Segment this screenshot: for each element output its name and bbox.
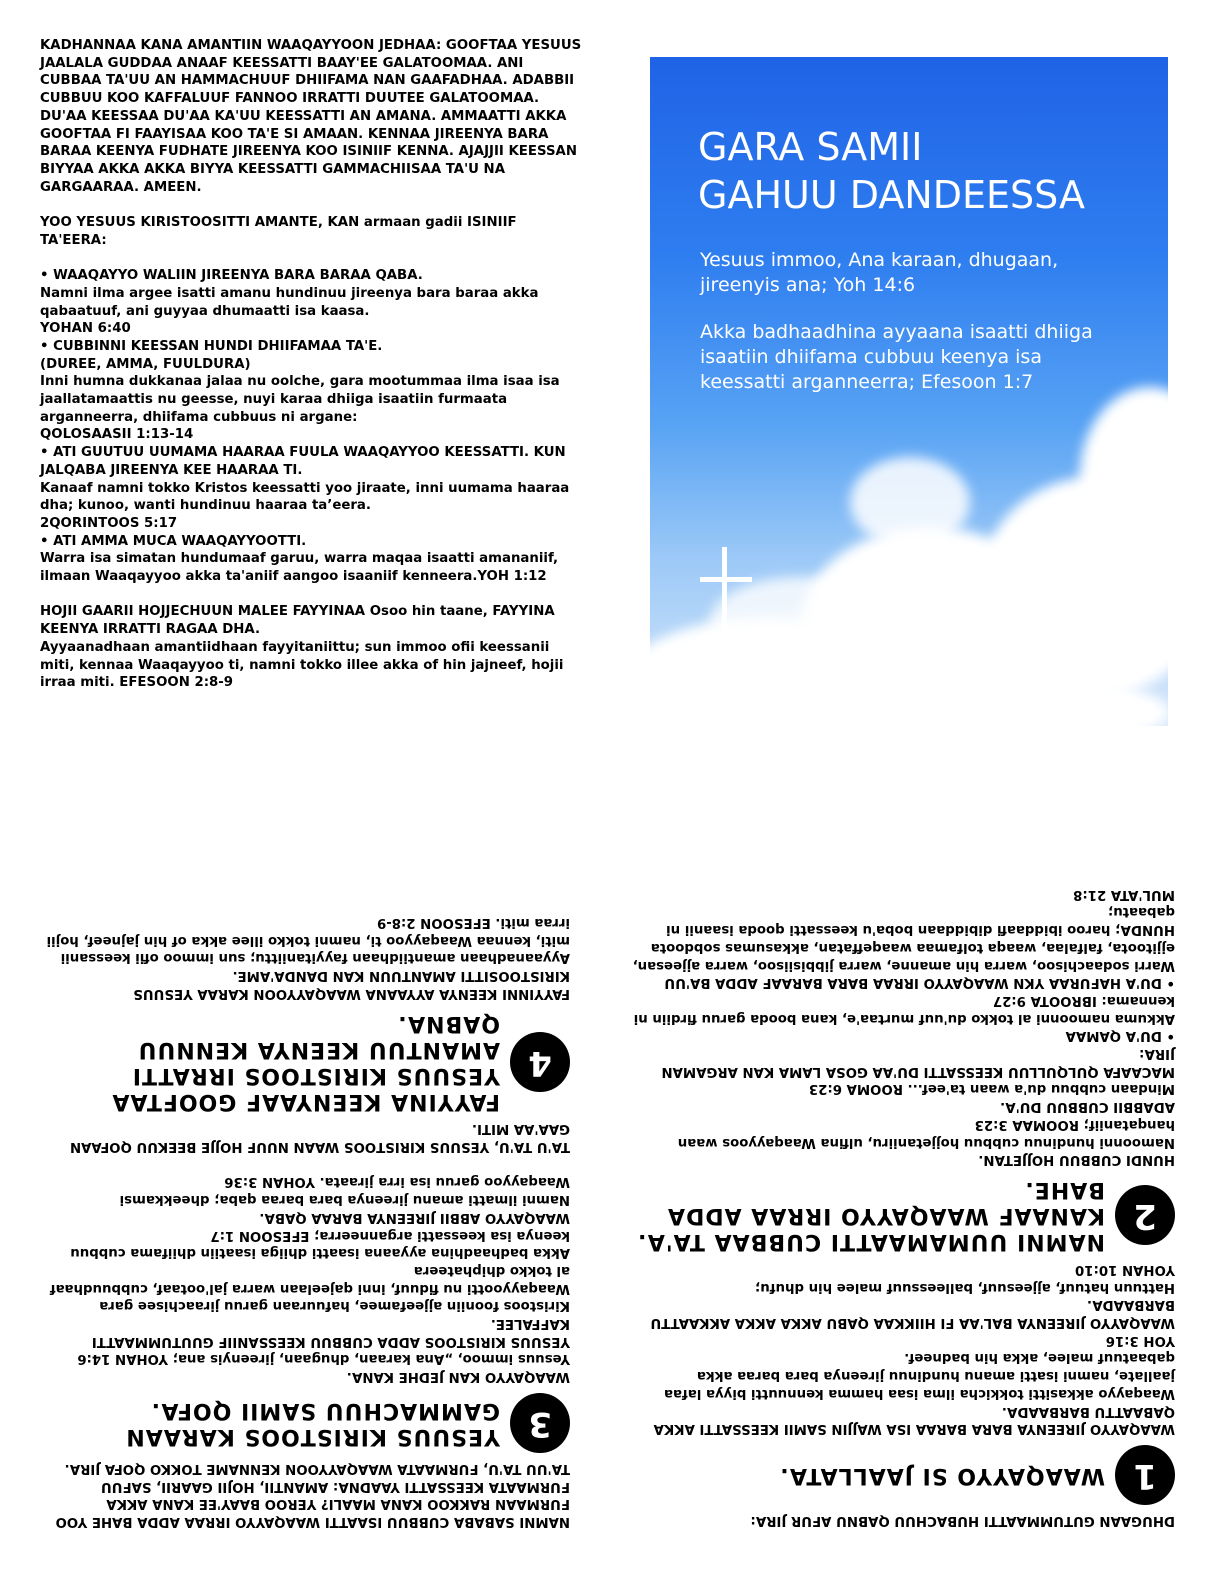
- bullet-text: Inni humna dukkanaa jalaa nu oolche, gara mootummaa ilma isaa isa jaallatamaattis nu geesse, nuyi karaa dhiiga isaatiin furmaata arganneerra, dhiifama cubbuus ni argane:: [40, 374, 560, 425]
- section-text: Mindaan cubbuu du'a waan ta'eef... ROOMA 6:23: [808, 1081, 1175, 1097]
- section-title: YESUUS KIRISTOOS KARAAN GAMMACHUU SAMII QOFA.: [125, 1398, 500, 1450]
- section-intro: DHUGAAN GUTUMMAATTI HUBACHUU QABNU AFUR JIRA:: [750, 1513, 1175, 1528]
- section-header: [40, 1393, 570, 1453]
- section-number-badge: 3: [510, 1393, 570, 1453]
- section-text: ADABBII CUBBUU DU'A.: [1000, 1099, 1175, 1115]
- section-text: Namoonni hundinuu cubbuu hojjetaniiru, ulfina Waaqayyoos waan hanqataniif; ROOMAA 3:23: [677, 1116, 1175, 1150]
- cross-icon: [722, 547, 727, 645]
- section-text: WAAQAYYO JIREENYA BAL'AA FI HIIKKAA QABU AKKA AKKA AKKAATTU BARBAADA.: [650, 1297, 1175, 1331]
- section-text: • DU'A HAFURAA YKN WAAQAYYO IRRAA BARA BARAAF ADDA BA'UU: [664, 975, 1175, 991]
- section-text: Akkuma namoonni al tokko du'uuf murtaa'e, kana booda garuu firdiin ni kennama: IBROOTA 9:27: [633, 992, 1175, 1026]
- section-text: MACAAFA QULQULLUU KEESSATTI DU'AA GOSA LAMA KAN ARGAMAN JIRA:: [661, 1046, 1175, 1079]
- cover-panel: [650, 57, 1168, 726]
- bullet-reference: QOLOSAASII 1:13-14: [40, 427, 194, 443]
- section-number-badge: 2: [1115, 1185, 1175, 1245]
- section-text: FAYYINNI KEENYA AYYAANA WAAQAYYOON KARAA YESUUS KIRISTOOSITTI AMANTUUN KAN DANDA'AME.: [133, 967, 570, 1001]
- promises-intro: YOO YESUUS KIRISTOOSITTI AMANTE, KAN armaan gadii ISINIIF TA'EERA:: [40, 215, 517, 248]
- section-header: [625, 1176, 1175, 1254]
- bullet-heading: • ATI AMMA MUCA WAAQAYYOOTTI.: [40, 533, 307, 549]
- section-text: Namni ilmatti amanu jireenya bara baraa qaba; dheekkamsi Waaqayyoo garuu isa irra jiraata. YOHAN 3:36: [119, 1174, 570, 1208]
- section-text: Akka badhaadhina ayyaana isaatti dhiiga isaatiin dhiifama cubbuu keenya isa keessatti arganneerra; EFESOON 1:7: [70, 1227, 570, 1261]
- bullet-heading: • ATI GUUTUU UUMAMA HAARAA FUULA WAAQAYYOO KEESSATTI. KUN JALQABA JIREENYA KEE HAARAA TI.: [40, 445, 566, 478]
- section-text: Hattuun hatuuf, ajjeesuuf, balleessuuf malee hin dhufu;: [754, 1279, 1175, 1295]
- section-text: Kiristoos fooniin ajjeefamee, hafuuraan garuu jiraachisee gara Waaqayyootti nu fiduuf, inni qajeelaan warra jal'ootaaf, cubbuudhaaf al tokko dhiphateera: [49, 1262, 570, 1314]
- cover-quote: Akka badhaadhina ayyaana isaatti dhiiga isaatiin dhiifama cubbuu keenya isa keessatti arganneerra; Efesoon 1:7: [700, 321, 1093, 393]
- cloud-shape: [710, 577, 890, 667]
- section-text: Warri sodaachisoo, warra hin amanne, warra jibbisiisoo, warra ajjeesan, ejjitoota, falfalaa, waaqa tolfamaa waaqeffatan, akkasumas sobdoota HUNDA; haroo ibiddaafi dibiddaan boba'u keessatti qooda isaanii ni qabaatu;: [632, 904, 1175, 973]
- section-text: • DU'A QAMAA: [1065, 1028, 1175, 1044]
- section-title: WAAQAYYO SI JAALLATA.: [779, 1463, 1105, 1489]
- sections-one-two-panel: [625, 807, 1175, 1529]
- cross-icon: [700, 577, 752, 582]
- section-text: WAAQAYYO ABBII JIREENYA BARAA QABA.: [259, 1209, 570, 1225]
- section-header: [40, 1010, 570, 1114]
- bullet-reference: 2QORINTOOS 5:17: [40, 515, 178, 531]
- section-text: Yesuus immoo, „Ana karaan, dhugaan, jireenyis ana; YOHAN 14:6: [77, 1351, 570, 1367]
- section-text: TA'U TA'U, YESUUS KIRISTOOS WAAN NUUF HOJJE BEEKUU QOFAAN GAA'AA MITI.: [69, 1121, 570, 1155]
- prayer-panel: [40, 37, 585, 692]
- section-text: YESUUS KIRISTOOS ADDA CUBBUU KEESSANIIF GUUTUMMAATTI KAFFALEE.: [91, 1316, 570, 1349]
- section-reference: YOH 3:16: [1105, 1332, 1175, 1348]
- section-reference: MUL'ATA 21:8: [1073, 886, 1175, 902]
- section-intro: NAMNI SABABA CUBBUU ISAATTI WAAQAYYO IRRAA ADDA BAHE YOO FURMAAN RAKKOO KANA MAALI? YEROO BAAY'EE KANA AKKA FURMAATA KEESSATTI YAADNA: AMANTII, HOJII GAARII, SAFUU: [55, 1478, 570, 1529]
- section-text: Ayyaanadhaan amantiidhaan fayyitaniittu; sun immoo ofii keessanii miti, kennaa Waaqayyoo ti, namni tokko illee akka of hin jajneef, hojii irraa miti. EFESOON 2:8-9: [46, 914, 570, 966]
- section-text: Waaqayyo akkasitti tokkicha ilma isaa hamma kennuutti biyya lafaa jaallate, namni isatti amanu hundinuu jireenya bara baraa akka qabaatuuf malee, akka hin badneef.: [664, 1350, 1175, 1401]
- cover-title: [698, 123, 1085, 219]
- cloud-shape: [850, 457, 970, 547]
- closing-text: Ayyaanadhaan amantiidhaan fayyitaniittu; sun immoo ofii keessanii miti, kennaa Waaqayyoo ti, namni tokko illee akka of hin jajneef, hojii irraa miti. EFESOON 2:8-9: [40, 639, 564, 691]
- bullet-heading: • WAAQAYYO WALIIN JIREENYA BARA BARAA QABA.: [40, 268, 423, 284]
- bullet-text: Warra isa simatan hundumaaf garuu, warra maqaa isaatti amananiif, ilmaan Waaqayyoo akka ta'aniif aangoo isaaniif kenneera.YOH 1:12: [40, 551, 559, 585]
- section-title: FAYYINA KEENYAAF GOOFTAA YESUUS KIRISTOOS IRRATTI AMANTUU KEENYA KENNUU QABNA.: [111, 1010, 500, 1114]
- section-reference: YOHAN 10:10: [1075, 1261, 1175, 1277]
- closing-heading: HOJII GAARII HOJJECHUUN MALEE FAYYINAA Osoo hin taane, FAYYINA KEENYA IRRATTI RAGAA DHA.: [40, 604, 555, 638]
- cover-quote: Yesuus immoo, Ana karaan, dhugaan, jireenyis ana; Yoh 14:6: [700, 249, 1059, 296]
- section-text: HUNDI CUBBUU HOJJETAN.: [978, 1152, 1175, 1168]
- section-number-badge: 1: [1115, 1445, 1175, 1505]
- bullet-text: Namni ilma argee isatti amanu hundinuu jireenya bara baraa akka qabaatuuf, ani guyyaa dhumaatti isa kaasa.: [40, 285, 539, 319]
- bullet-subheading: (DUREE, AMMA, FUULDURA): [40, 356, 251, 372]
- section-number-badge: 4: [510, 1032, 570, 1092]
- prayer-paragraph: KADHANNAA KANA AMANTIIN WAAQAYYOON JEDHAA: GOOFTAA YESUUS JAALALA GUDDAA ANAAF KEESSATTI BAAY'EE GALATOOMAA. ANI CUBBAA TA'UU AN HAMMACHUUF DHIIFAMA NAN GAAFADHAA. ADABBII CUBBUU KOO KAFFALUUF FANNOO IRRATTI DUUTEE GALATOOMAA. DU'AA KEESSAA DU'AA KA'UU KEESSATTI AN AMANA. AMMAATTI AKKA GOOFTAA FI FAAYISAA KOO TA'E SI AMAAN. KENNAA JIREENYA BARA BARAA KEENYA FUDHATE JIREENYA KOO ISINIIF KENNA. AJAJJII KEESSAN BIYYAA AKKA AKKA BIYYA KEESSATTI GAMMACHIISAA TA'U NA GARGAARAA. AMEEN.: [40, 38, 582, 195]
- section-text: WAAQAYYO KAN JEDHE KANA.: [346, 1369, 570, 1385]
- section-title: NAMNI UUMAMAATTI CUBBAA TA'A. KANAAF WAAQAYYO IRRAA ADDA BAHE.: [637, 1177, 1105, 1255]
- bullet-heading: • CUBBINNI KEESSAN HUNDI DHIIFAMAA TA'E.: [40, 338, 383, 354]
- bullet-text: Kanaaf namni tokko Kristos keessatti yoo jiraate, inni uumama haaraa dha; kunoo, wanti hundinuu haaraa ta’eera.: [40, 480, 570, 514]
- section-intro: TA'UU TA'U, FURMAATA WAAQAYYOON KENNAME TOKKO QOFA JIRA.: [64, 1460, 570, 1476]
- cover-title-line: GARA SAMII: [698, 125, 923, 169]
- cover-title-line: GAHUU DANDEESSA: [698, 173, 1085, 217]
- section-text: WAAQAYYO JIREENYA BARA BARAA ISA WAJJIN SAMII KEESSATTI AKKA QABAATTU BARBAADA.: [653, 1403, 1175, 1437]
- section-header: [625, 1445, 1175, 1505]
- sections-three-four-panel: [40, 815, 570, 1530]
- bullet-reference: YOHAN 6:40: [40, 321, 131, 337]
